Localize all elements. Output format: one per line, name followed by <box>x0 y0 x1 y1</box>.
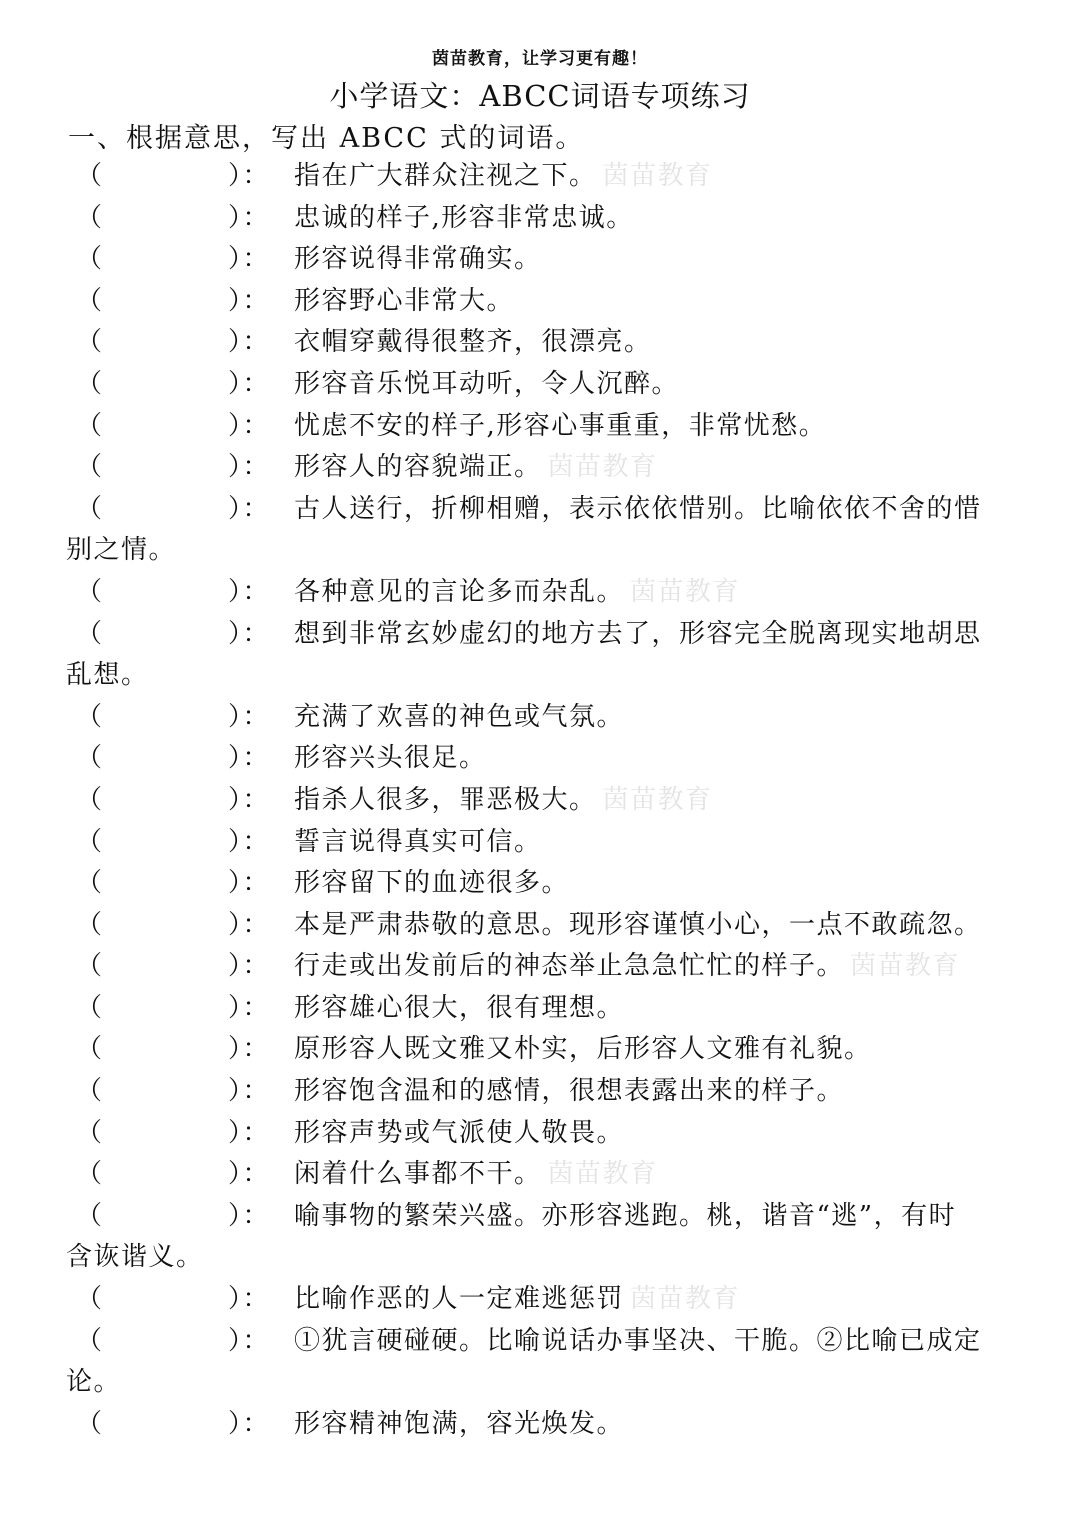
answer-blank-open: （ <box>76 1200 104 1231</box>
definition-text: 形容雄心很大，很有理想。 <box>294 992 625 1023</box>
exercise-line <box>0 198 1080 240</box>
definition <box>294 1113 624 1155</box>
definition-text: 形容兴头很足。 <box>294 743 487 774</box>
exercise-line <box>0 822 1080 864</box>
definition-continuation: 乱想。 <box>66 660 149 691</box>
definition <box>294 281 514 323</box>
definition-text: 喻事物的繁荣兴盛。亦形容逃跑。桃，谐音“逃”，有时 <box>294 1200 957 1231</box>
definition <box>294 1196 956 1238</box>
answer-blank-open: （ <box>76 1408 104 1439</box>
definition <box>294 239 542 281</box>
answer-blank-close: ）： <box>228 701 271 732</box>
exercise-item <box>0 572 1080 614</box>
exercise-line <box>0 1279 1080 1321</box>
watermark: 茵苗教育 <box>630 576 741 607</box>
answer-blank-open: （ <box>76 327 104 358</box>
definition <box>294 406 826 448</box>
exercise-line <box>0 614 1080 656</box>
exercise-line <box>0 1113 1080 1155</box>
answer-blank-open: （ <box>76 493 104 524</box>
definition <box>294 1404 624 1446</box>
answer-blank-close: ）： <box>228 1159 271 1190</box>
answer-blank-close: ）： <box>228 1076 271 1107</box>
section-heading: 一、根据意思，写出 ABCC 式的词语。 <box>68 123 585 154</box>
definition <box>294 489 982 531</box>
exercise-list <box>0 156 1080 1445</box>
exercise-line <box>0 1404 1080 1446</box>
watermark: 茵苗教育 <box>602 161 713 191</box>
definition <box>294 946 960 988</box>
answer-blank-open: （ <box>76 452 104 483</box>
exercise-item <box>0 946 1080 988</box>
exercise-line <box>0 156 1080 198</box>
answer-blank-close: ）： <box>228 618 271 649</box>
definition <box>294 905 982 947</box>
exercise-item <box>0 1279 1080 1321</box>
definition-text: 比喻作恶的人一定难逃惩罚 <box>294 1284 625 1315</box>
exercise-line <box>0 447 1080 489</box>
answer-blank-open: （ <box>76 743 104 774</box>
definition-continuation: 论。 <box>66 1367 122 1398</box>
watermark: 茵苗教育 <box>547 1159 658 1190</box>
exercise-item <box>0 780 1080 822</box>
answer-blank-open: （ <box>76 410 104 441</box>
answer-blank-open: （ <box>76 1034 104 1065</box>
answer-blank-open: （ <box>76 1159 104 1190</box>
exercise-item <box>0 822 1080 864</box>
answer-blank-open: （ <box>76 244 104 275</box>
exercise-line <box>0 406 1080 448</box>
definition-text: 形容留下的血迹很多。 <box>294 868 570 899</box>
answer-blank-open: （ <box>76 701 104 732</box>
definition-text: 形容饱含温和的感情，很想表露出来的样子。 <box>294 1076 845 1107</box>
answer-blank-close: ）： <box>228 951 271 982</box>
answer-blank-close: ）： <box>228 992 271 1023</box>
exercise-item <box>0 156 1080 198</box>
exercise-line <box>0 738 1080 780</box>
definition <box>294 447 658 489</box>
answer-blank-open: （ <box>76 784 104 815</box>
answer-blank-close: ）： <box>228 909 271 940</box>
definition <box>294 738 487 780</box>
definition <box>294 1279 740 1321</box>
exercise-line <box>0 1154 1080 1196</box>
exercise-line <box>0 988 1080 1030</box>
answer-blank-open: （ <box>76 992 104 1023</box>
definition <box>294 822 542 864</box>
answer-blank-open: （ <box>76 826 104 857</box>
definition <box>294 322 652 364</box>
definition-text: 形容说得非常确实。 <box>294 244 542 275</box>
definition-text: 原形容人既文雅又朴实，后形容人文雅有礼貌。 <box>294 1034 872 1065</box>
answer-blank-close: ）： <box>228 368 271 399</box>
definition <box>294 1029 872 1071</box>
answer-blank-close: ）： <box>228 826 271 857</box>
definition-text: ①犹言硬碰硬。比喻说话办事坚决、干脆。②比喻已成定 <box>294 1325 982 1356</box>
definition-text: 闲着什么事都不干。 <box>294 1159 542 1190</box>
definition-text: 忧虑不安的样子,形容心事重重，非常忧愁。 <box>294 410 827 441</box>
exercise-line <box>0 239 1080 281</box>
answer-blank-open: （ <box>76 951 104 982</box>
answer-blank-open: （ <box>76 202 104 233</box>
exercise-line <box>0 863 1080 905</box>
answer-blank-open: （ <box>76 285 104 316</box>
definition-text: 形容野心非常大。 <box>294 285 515 316</box>
definition-text: 形容音乐悦耳动听，令人沉醉。 <box>294 368 680 399</box>
definition-text: 指在广大群众注视之下。 <box>294 161 597 191</box>
exercise-item <box>0 1113 1080 1155</box>
exercise-line <box>0 1321 1080 1363</box>
exercise-item <box>0 988 1080 1030</box>
exercise-item <box>0 863 1080 905</box>
answer-blank-close: ）： <box>228 576 271 607</box>
definition <box>294 863 569 905</box>
answer-blank-close: ）： <box>228 493 271 524</box>
answer-blank-open: （ <box>76 1117 104 1148</box>
exercise-line <box>0 697 1080 739</box>
answer-blank-close: ）： <box>228 1117 271 1148</box>
exercise-line <box>0 364 1080 406</box>
definition <box>294 572 740 614</box>
watermark: 茵苗教育 <box>850 951 961 982</box>
exercise-item <box>0 1321 1080 1404</box>
definition <box>294 198 634 240</box>
answer-blank-close: ）： <box>228 161 271 191</box>
answer-blank-close: ）： <box>228 244 271 275</box>
definition-text: 古人送行，折柳相赠，表示依依惜别。比喻依依不舍的惜 <box>294 493 982 524</box>
exercise-item <box>0 697 1080 739</box>
exercise-item <box>0 198 1080 240</box>
exercise-item <box>0 447 1080 489</box>
exercise-line <box>0 572 1080 614</box>
exercise-line <box>0 489 1080 531</box>
exercise-line <box>0 905 1080 947</box>
answer-blank-close: ）： <box>228 784 271 815</box>
answer-blank-close: ）： <box>228 285 271 316</box>
exercise-item <box>0 489 1080 572</box>
definition <box>294 988 624 1030</box>
answer-blank-close: ）： <box>228 1284 271 1315</box>
definition-text: 形容精神饱满，容光焕发。 <box>294 1408 625 1439</box>
definition <box>294 614 982 656</box>
definition-text: 充满了欢喜的神色或气氛。 <box>294 701 625 732</box>
watermark: 茵苗教育 <box>630 1284 741 1315</box>
definition-text: 誓言说得真实可信。 <box>294 826 542 857</box>
definition-text: 形容人的容貌端正。 <box>294 452 542 483</box>
definition <box>294 780 713 822</box>
exercise-item <box>0 239 1080 281</box>
answer-blank-close: ）： <box>228 1200 271 1231</box>
answer-blank-open: （ <box>76 368 104 399</box>
answer-blank-open: （ <box>76 1076 104 1107</box>
definition-text: 忠诚的样子,形容非常忠诚。 <box>294 202 634 233</box>
exercise-item <box>0 614 1080 697</box>
exercise-item <box>0 281 1080 323</box>
definition-text: 形容声势或气派使人敬畏。 <box>294 1117 625 1148</box>
definition-text: 衣帽穿戴得很整齐，很漂亮。 <box>294 327 652 358</box>
definition <box>294 1321 982 1363</box>
exercise-item <box>0 1404 1080 1446</box>
exercise-line <box>0 1071 1080 1113</box>
definition <box>294 697 624 739</box>
exercise-item <box>0 322 1080 364</box>
exercise-line <box>0 946 1080 988</box>
definition <box>294 364 679 406</box>
exercise-line <box>0 780 1080 822</box>
exercise-item <box>0 364 1080 406</box>
definition-text: 各种意见的言论多而杂乱。 <box>294 576 625 607</box>
exercise-line <box>0 1029 1080 1071</box>
answer-blank-close: ）： <box>228 1034 271 1065</box>
definition-continuation: 别之情。 <box>66 535 177 566</box>
page-title: 小学语文：ABCC词语专项练习 <box>329 79 751 113</box>
answer-blank-open: （ <box>76 1325 104 1356</box>
answer-blank-open: （ <box>76 161 104 191</box>
exercise-item <box>0 1029 1080 1071</box>
exercise-item <box>0 738 1080 780</box>
answer-blank-open: （ <box>76 1284 104 1315</box>
exercise-line <box>0 1196 1080 1238</box>
definition-text: 本是严肃恭敬的意思。现形容谨慎小心，一点不敢疏忽。 <box>294 909 982 940</box>
definition-text: 指杀人很多，罪恶极大。 <box>294 784 597 815</box>
answer-blank-close: ）： <box>228 868 271 899</box>
answer-blank-close: ）： <box>228 1408 271 1439</box>
definition-text: 想到非常玄妙虚幻的地方去了，形容完全脱离现实地胡思 <box>294 618 982 649</box>
exercise-line <box>0 322 1080 364</box>
answer-blank-open: （ <box>76 618 104 649</box>
watermark: 茵苗教育 <box>547 452 658 483</box>
definition-text: 行走或出发前后的神态举止急急忙忙的样子。 <box>294 951 845 982</box>
header-slogan: 茵苗教育，让学习更有趣！ <box>432 49 648 69</box>
definition <box>294 1071 844 1113</box>
answer-blank-close: ）： <box>228 202 271 233</box>
answer-blank-open: （ <box>76 868 104 899</box>
definition <box>294 156 713 198</box>
answer-blank-open: （ <box>76 576 104 607</box>
exercise-line <box>0 281 1080 323</box>
exercise-item <box>0 905 1080 947</box>
definition <box>294 1154 658 1196</box>
answer-blank-open: （ <box>76 909 104 940</box>
exercise-item <box>0 1071 1080 1113</box>
answer-blank-close: ）： <box>228 743 271 774</box>
answer-blank-close: ）： <box>228 327 271 358</box>
exercise-item <box>0 1196 1080 1279</box>
exercise-item <box>0 406 1080 448</box>
definition-continuation: 含诙谐义。 <box>66 1242 204 1273</box>
answer-blank-close: ）： <box>228 1325 271 1356</box>
answer-blank-close: ）： <box>228 452 271 483</box>
answer-blank-close: ）： <box>228 410 271 441</box>
watermark: 茵苗教育 <box>602 784 713 815</box>
exercise-item <box>0 1154 1080 1196</box>
